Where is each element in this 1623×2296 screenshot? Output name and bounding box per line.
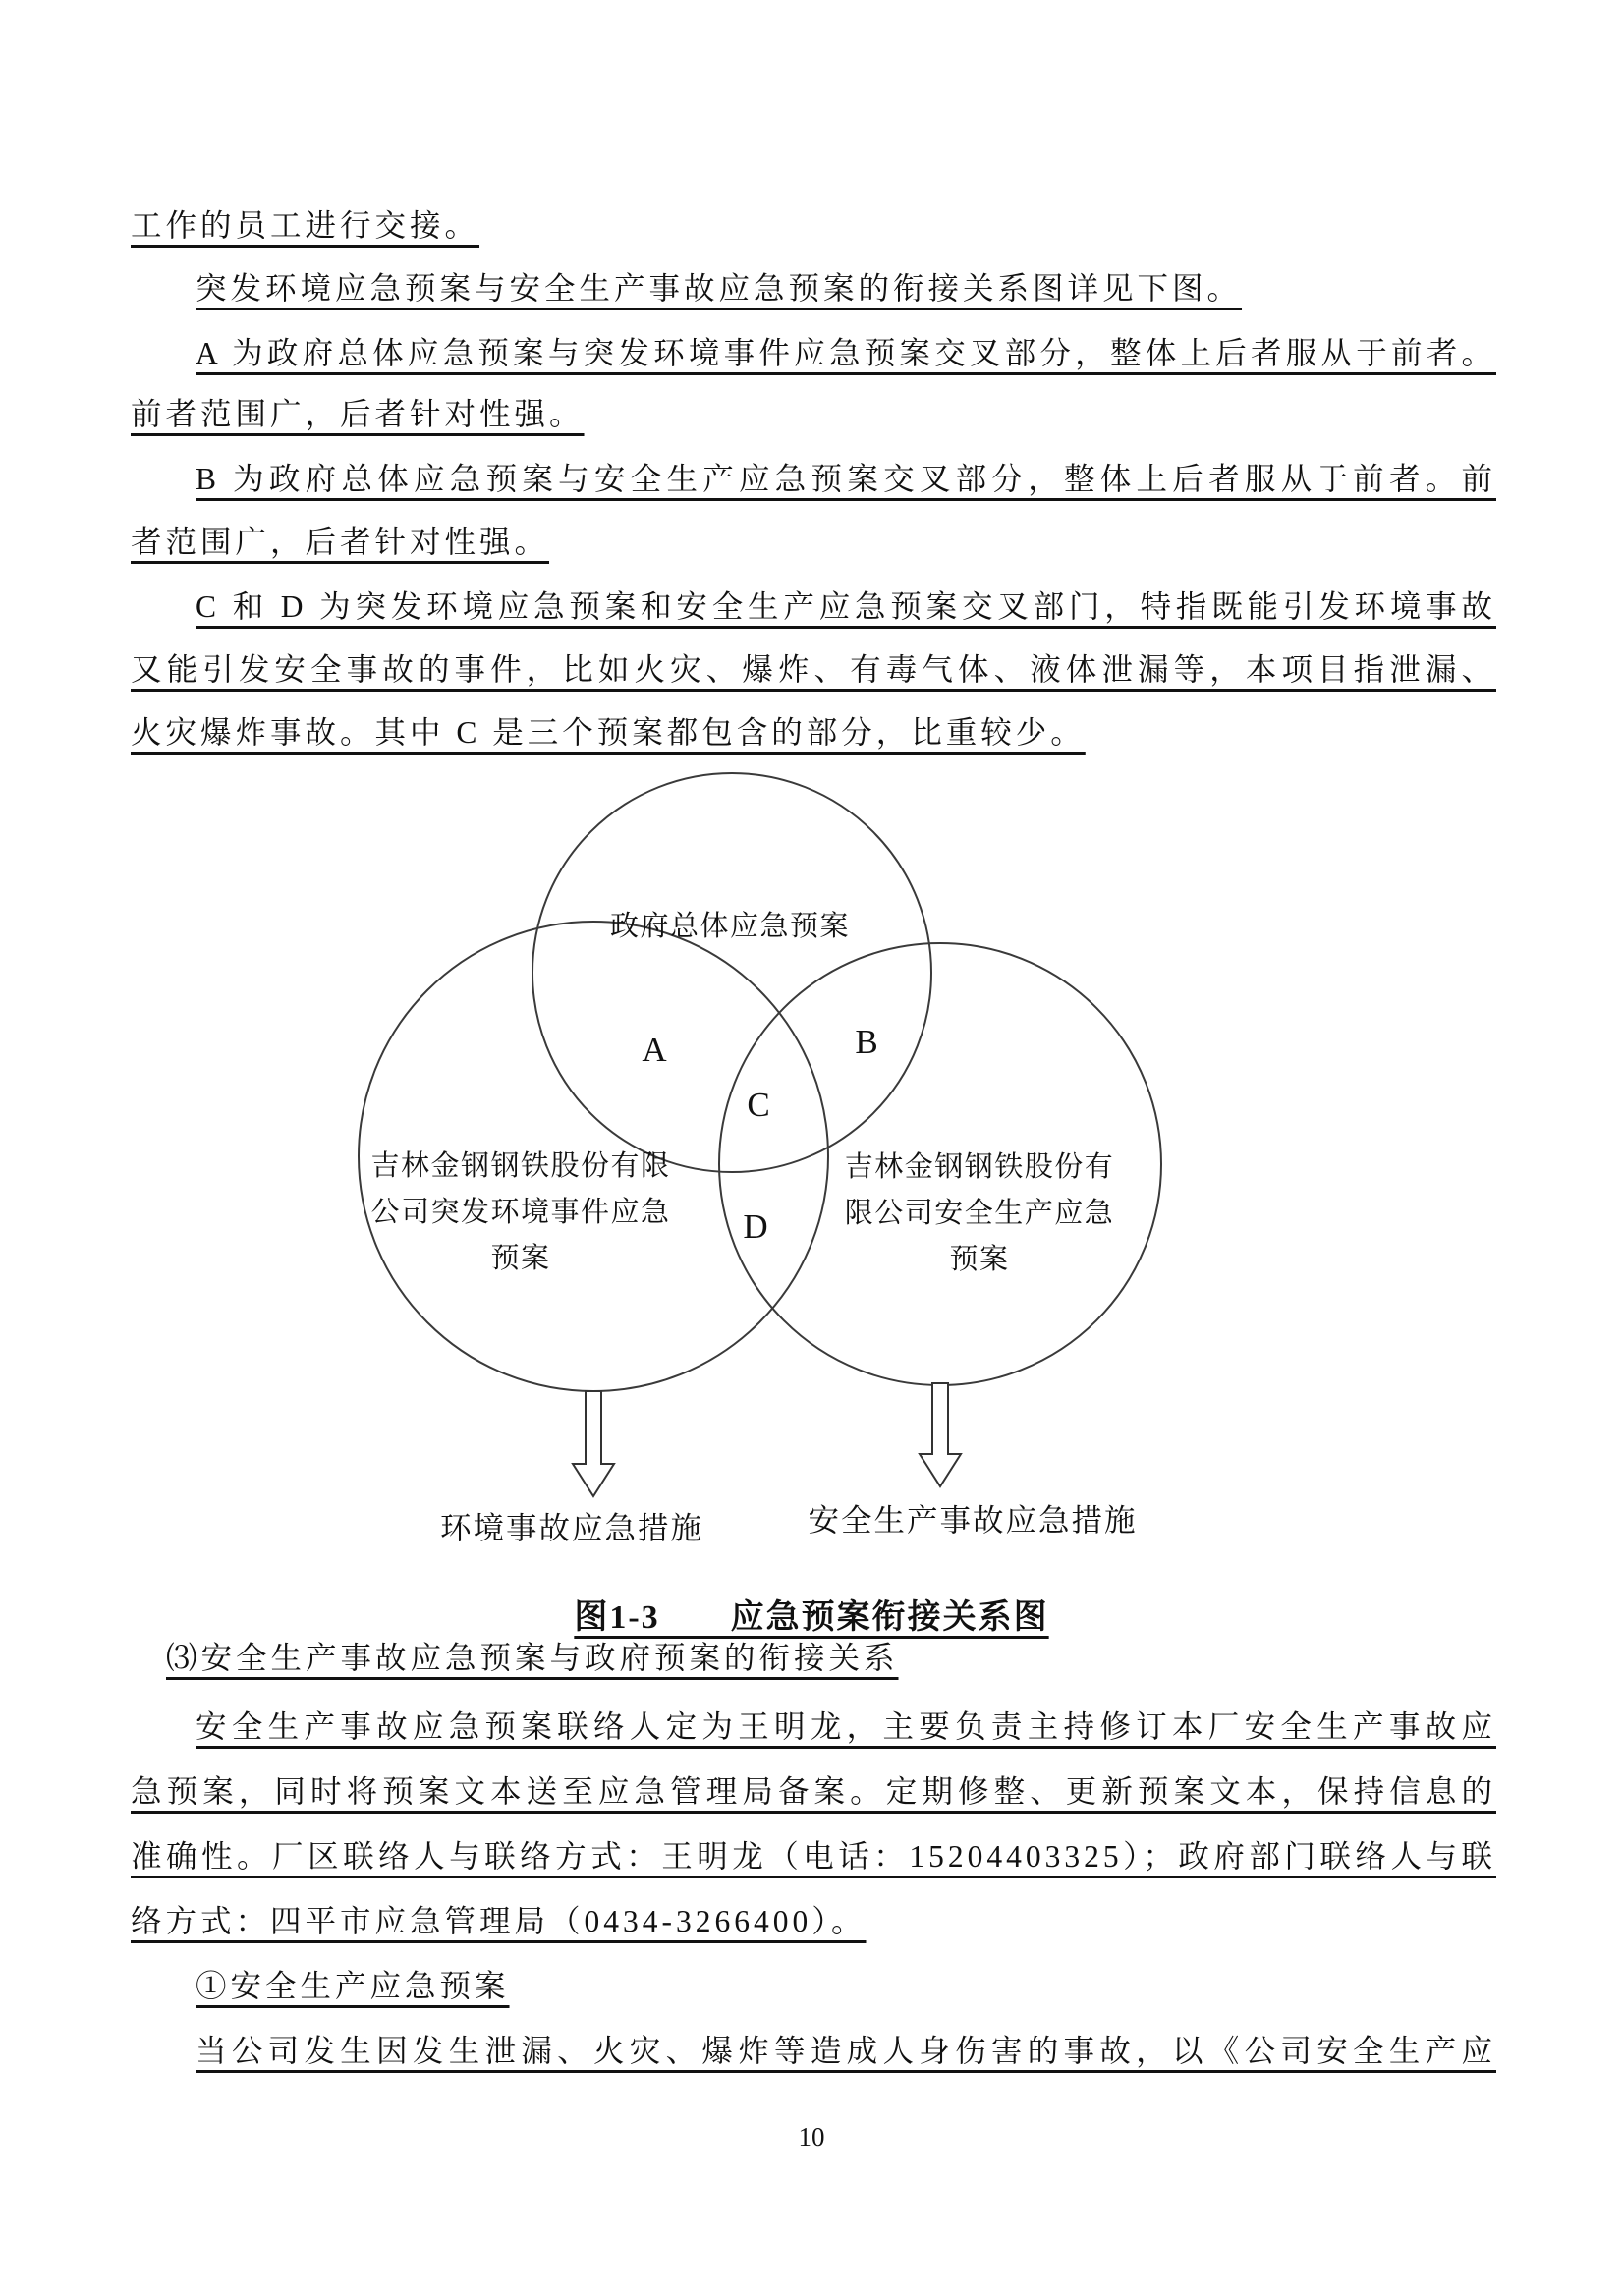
region-label-d: D [743,1207,768,1246]
region-label-c: C [747,1086,770,1124]
text-line: 络方式：四平市应急管理局（0434-3266400）。 [131,1904,867,1938]
environment-measures-label: 环境事故应急措施 [439,1511,704,1545]
safety-plan-label-line1: 吉林金钢钢铁股份有 [844,1151,1115,1183]
text-line: 火灾爆炸事故。其中 C 是三个预案都包含的部分，比重较少。 [131,715,1086,750]
text-line: C 和 D 为突发环境应急预案和安全生产应急预案交叉部门，特指既能引发环境事故 [196,589,1496,624]
text-line: B 为政府总体应急预案与安全生产应急预案交叉部分，整体上后者服从于前者。前 [196,462,1496,496]
text-line: 工作的员工进行交接。 [131,208,480,243]
down-arrow-icon [573,1391,614,1496]
environment-plan-label-line2: 公司突发环境事件应急 [370,1197,671,1228]
text-line: 者范围广，后者针对性强。 [131,525,550,559]
environment-plan-label-line1: 吉林金钢钢铁股份有限 [370,1150,671,1182]
safety-plan-label-line3: 预案 [949,1244,1010,1275]
down-arrow-icon [920,1383,961,1486]
safety-plan-label-line2: 限公司安全生产应急 [844,1198,1115,1229]
text-line: 准确性。厂区联络人与联络方式：王明龙（电话：15204403325）；政府部门联络人与联 [131,1839,1496,1874]
text-line: 又能引发安全事故的事件，比如火灾、爆炸、有毒气体、液体泄漏等，本项目指泄漏、 [131,652,1496,687]
government-plan-circle [532,773,931,1172]
text-line: 前者范围广，后者针对性强。 [131,397,585,431]
text-line: 急预案，同时将预案文本送至应急管理局备案。定期修整、更新预案文本，保持信息的 [131,1774,1496,1809]
environment-plan-label-line3: 预案 [490,1243,551,1274]
text-line: 安全生产事故应急预案联络人定为王明龙，主要负责主持修订本厂安全生产事故应 [196,1709,1496,1744]
figure-caption: 图1-3 应急预案衔接关系图 [574,1599,1049,1636]
page-number: 10 [798,2122,825,2152]
text-line: 当公司发生因发生泄漏、火灾、爆炸等造成人身伤害的事故，以《公司安全生产应 [196,2034,1496,2068]
sub-heading: ①安全生产应急预案 [196,1969,510,2003]
safety-measures-label: 安全生产事故应急措施 [808,1503,1138,1538]
region-label-a: A [642,1031,667,1069]
text-line: 突发环境应急预案与安全生产事故应急预案的衔接关系图详见下图。 [196,271,1243,306]
region-label-b: B [855,1023,878,1061]
text-line: A 为政府总体应急预案与突发环境事件应急预案交叉部分，整体上后者服从于前者。 [196,336,1496,370]
section-heading: ⑶安全生产事故应急预案与政府预案的衔接关系 [166,1641,899,1675]
government-plan-label: 政府总体应急预案 [609,911,851,942]
